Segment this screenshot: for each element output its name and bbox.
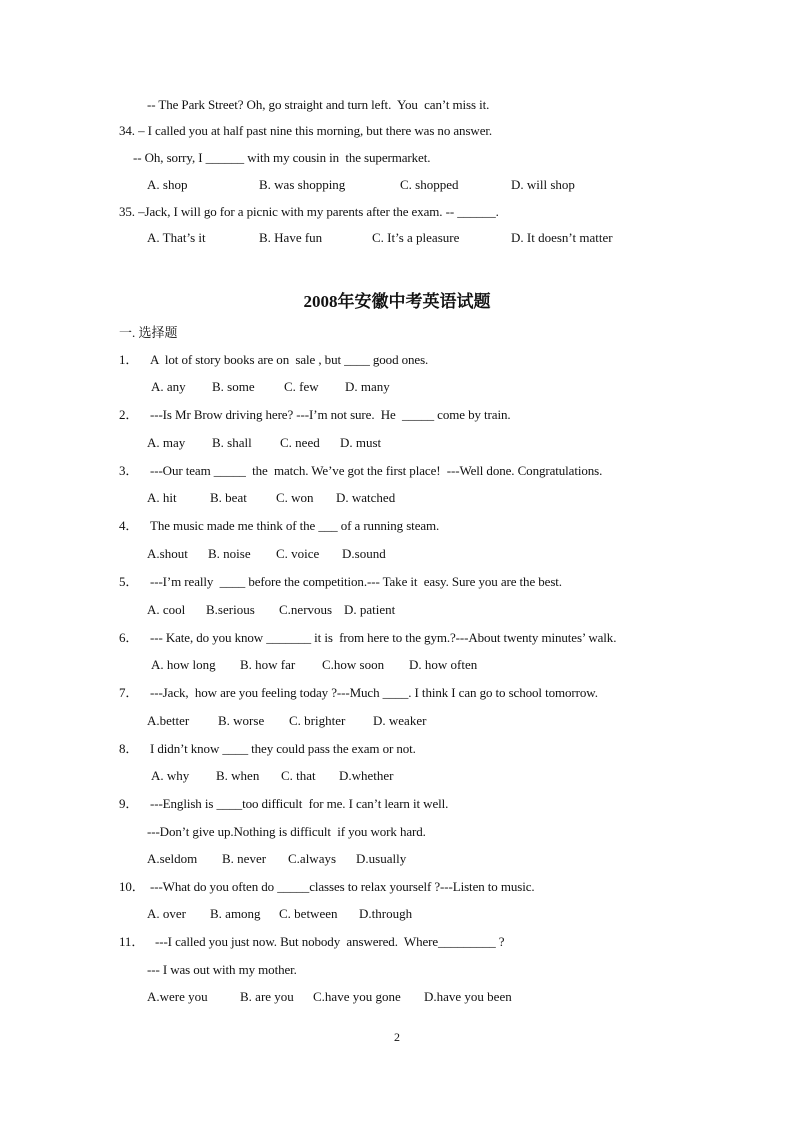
question-number: 10． bbox=[119, 879, 145, 894]
question-number: 8． bbox=[119, 741, 139, 756]
q34-option-a: A. shop bbox=[147, 177, 188, 192]
option-a: A.better bbox=[147, 713, 190, 728]
option-b: B. are you bbox=[240, 989, 294, 1004]
option-a: A.seldom bbox=[147, 851, 198, 866]
question-stem: ---I’m really ____ before the competition.--- Take it easy. Sure you are the best. bbox=[150, 574, 562, 589]
q34-stem: 34. – I called you at half past nine this morning, but there was no answer. bbox=[119, 123, 493, 138]
option-c: C. won bbox=[276, 490, 314, 505]
question-reply: --- I was out with my mother. bbox=[147, 962, 297, 977]
option-c: C. voice bbox=[276, 546, 320, 561]
option-c: C.how soon bbox=[322, 657, 385, 672]
option-b: B. how far bbox=[240, 657, 296, 672]
option-d: D. weaker bbox=[373, 713, 427, 728]
question-number: 11． bbox=[119, 934, 145, 949]
option-b: B. among bbox=[210, 906, 261, 921]
question-reply: ---Don’t give up.Nothing is difficult if you work hard. bbox=[147, 824, 426, 839]
option-a: A. cool bbox=[147, 602, 186, 617]
option-d: D. watched bbox=[336, 490, 396, 505]
question-number: 5． bbox=[119, 574, 139, 589]
question-stem: ---Our team _____ the match. We’ve got the first place! ---Well done. Congratulations. bbox=[150, 463, 603, 478]
question-stem: ---Is Mr Brow driving here? ---I’m not sure. He _____ come by train. bbox=[150, 407, 511, 422]
option-c: C.always bbox=[288, 851, 337, 866]
q34-option-d: D. will shop bbox=[511, 177, 575, 192]
q34-option-b: B. was shopping bbox=[259, 177, 346, 192]
q35-option-c: C. It’s a pleasure bbox=[372, 230, 460, 245]
option-a: A. hit bbox=[147, 490, 177, 505]
option-a: A. over bbox=[147, 906, 186, 921]
option-a: A. may bbox=[147, 435, 186, 450]
option-d: D.whether bbox=[339, 768, 394, 783]
question-stem: I didn’t know ____ they could pass the exam or not. bbox=[150, 741, 416, 756]
option-a: A.were you bbox=[147, 989, 208, 1004]
option-c: C.nervous bbox=[279, 602, 333, 617]
question-stem: ---What do you often do _____classes to relax yourself ?---Listen to music. bbox=[150, 879, 535, 894]
option-a: A. any bbox=[151, 379, 186, 394]
option-b: B. noise bbox=[208, 546, 251, 561]
question-stem: ---I called you just now. But nobody answered. Where_________ ? bbox=[155, 934, 505, 949]
option-d: D. patient bbox=[344, 602, 396, 617]
option-b: B. worse bbox=[218, 713, 265, 728]
option-c: C. between bbox=[279, 906, 338, 921]
q35-option-a: A. That’s it bbox=[147, 230, 206, 245]
q33-reply: -- The Park Street? Oh, go straight and turn left. You can’t miss it. bbox=[147, 97, 490, 112]
question-stem: ---Jack, how are you feeling today ?---Much ____. I think I can go to school tomorrow. bbox=[150, 685, 598, 700]
option-a: A.shout bbox=[147, 546, 188, 561]
question-number: 1． bbox=[119, 352, 139, 367]
option-c: C.have you gone bbox=[313, 989, 401, 1004]
q34-option-c: C. shopped bbox=[400, 177, 459, 192]
option-b: B.serious bbox=[206, 602, 255, 617]
option-c: C. need bbox=[280, 435, 320, 450]
option-d: D. many bbox=[345, 379, 390, 394]
option-b: B. never bbox=[222, 851, 267, 866]
question-number: 9． bbox=[119, 796, 139, 811]
option-c: C. few bbox=[284, 379, 319, 394]
q34-reply: -- Oh, sorry, I ______ with my cousin in the supermarket. bbox=[133, 150, 431, 165]
question-stem: ---English is ____too difficult for me. I can’t learn it well. bbox=[150, 796, 449, 811]
question-number: 4． bbox=[119, 518, 139, 533]
q35-option-d: D. It doesn’t matter bbox=[511, 230, 613, 245]
question-number: 7． bbox=[119, 685, 139, 700]
question-stem: --- Kate, do you know _______ it is from here to the gym.?---About twenty minutes’ walk. bbox=[150, 630, 617, 645]
option-c: C. brighter bbox=[289, 713, 346, 728]
question-number: 6． bbox=[119, 630, 139, 645]
option-c: C. that bbox=[281, 768, 316, 783]
option-b: B. beat bbox=[210, 490, 247, 505]
option-a: A. why bbox=[151, 768, 190, 783]
question-number: 2． bbox=[119, 407, 139, 422]
option-d: D.sound bbox=[342, 546, 386, 561]
option-d: D.through bbox=[359, 906, 413, 921]
question-stem: The music made me think of the ___ of a running steam. bbox=[150, 518, 440, 533]
q35-stem: 35. –Jack, I will go for a picnic with my parents after the exam. -- ______. bbox=[119, 204, 499, 219]
question-number: 3． bbox=[119, 463, 139, 478]
question-stem: A lot of story books are on sale , but ____ good ones. bbox=[150, 352, 429, 367]
option-d: D.have you been bbox=[424, 989, 512, 1004]
q35-option-b: B. Have fun bbox=[259, 230, 323, 245]
exam-title: 2008年安徽中考英语试题 bbox=[303, 292, 491, 311]
page-number: 2 bbox=[394, 1030, 400, 1044]
option-a: A. how long bbox=[151, 657, 216, 672]
option-b: B. when bbox=[216, 768, 260, 783]
option-b: B. some bbox=[212, 379, 255, 394]
option-b: B. shall bbox=[212, 435, 252, 450]
option-d: D.usually bbox=[356, 851, 407, 866]
option-d: D. how often bbox=[409, 657, 478, 672]
option-d: D. must bbox=[340, 435, 382, 450]
section-heading: 一. 选择题 bbox=[119, 325, 178, 340]
